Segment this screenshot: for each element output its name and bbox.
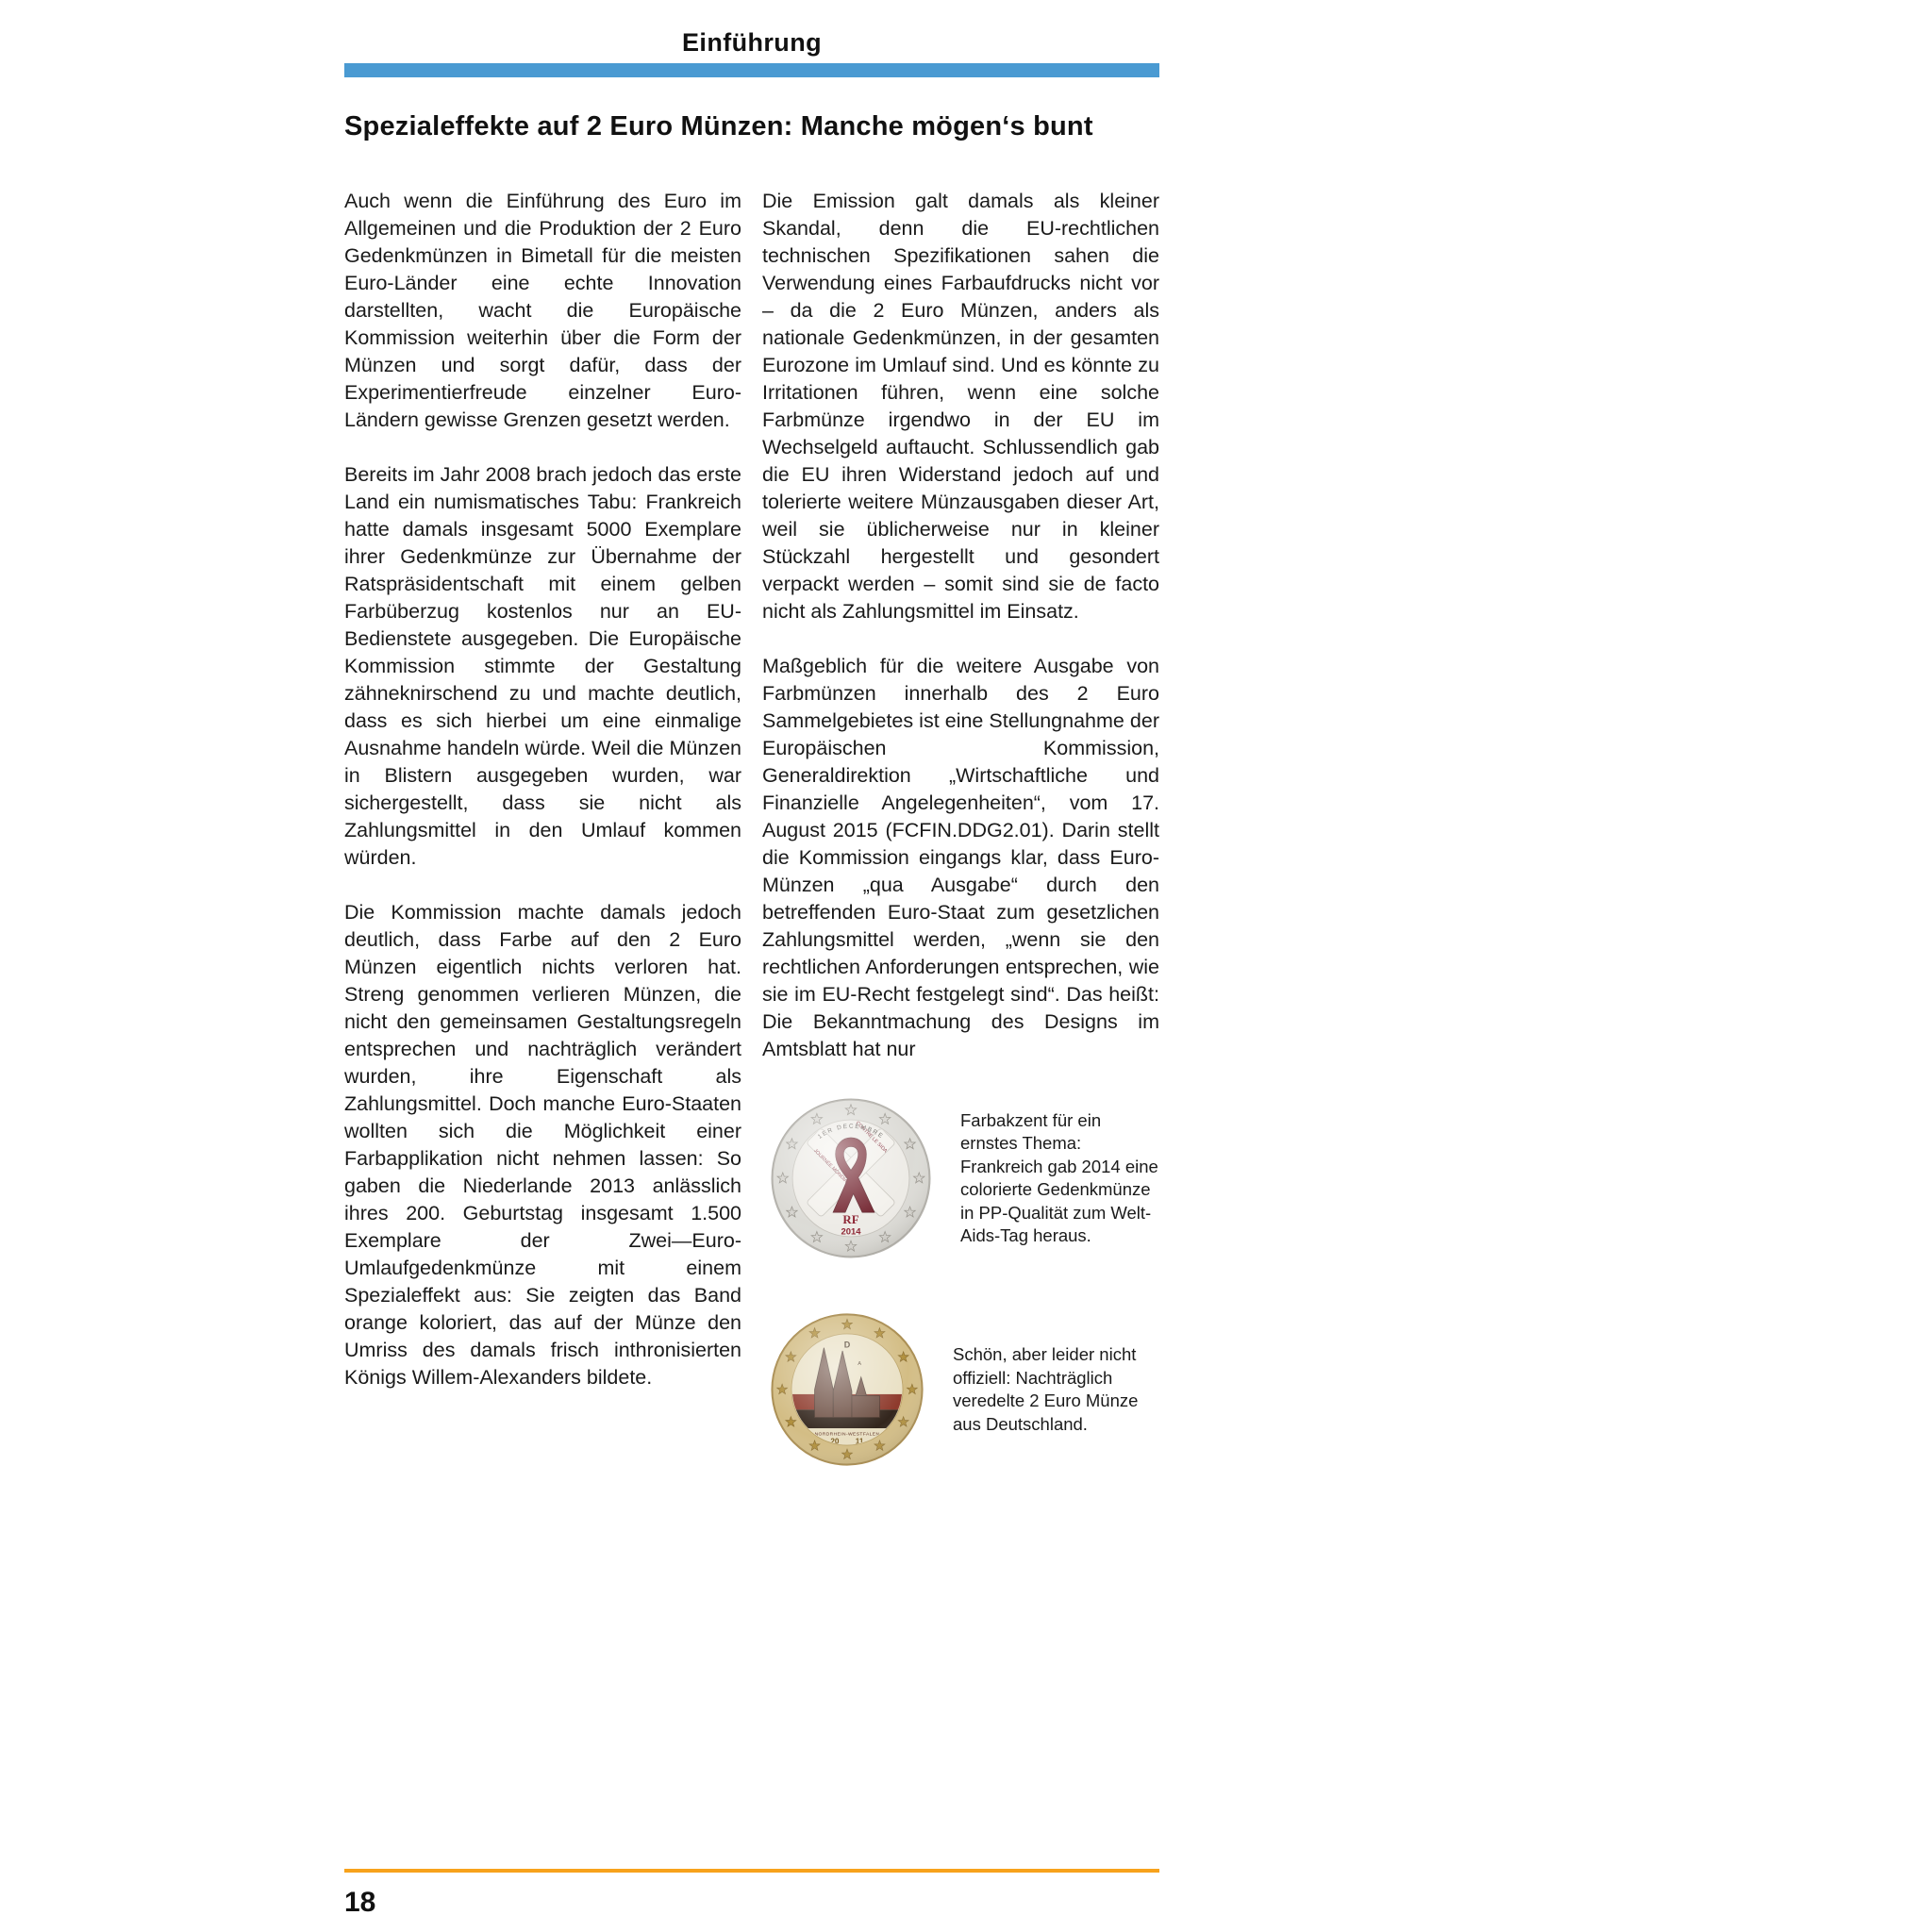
body-paragraph: Die Emission galt damals als kleiner Skandal, denn die EU-rechtlichen technischen Spezifikationen sahen die Verwendung eines Farbaufdrucks nicht vor – da die 2 Euro Münzen, anders als nationale Gedenkmünzen, in der gesamten Eurozone im Umlauf sind. Und es könnte zu Irritationen führen, wenn eine solche Farbmünze irgendwo in der EU im Wechselgeld auftaucht. Schlussendlich gab die EU ihren Widerstand jedoch auf und tolerierte weitere Münzausgaben dieser Art, weil sie üblicherweise nur in kleiner Stückzahl hergestellt und gesondert verpackt werden – somit sind sie de facto nicht als Zahlungsmittel im Einsatz. bbox=[762, 190, 1159, 623]
figure-aids-coin bbox=[770, 1097, 1159, 1259]
footer-rule bbox=[344, 1869, 1159, 1873]
page-number: 18 bbox=[344, 1887, 376, 1918]
header-rule bbox=[344, 63, 1159, 77]
body-paragraph: Maßgeblich für die weitere Ausgabe von Farbmünzen innerhalb des 2 Euro Sammelgebietes ist eine Stellungnahme der Europäischen Kommission, Generaldirektion „Wirtschaftliche und Finanzielle Angelegenheiten“, vom 17. August 2015 (FCFIN.DDG2.01). Darin stellt die Kommission eingangs klar, dass Euro-Münzen „qua Ausgabe“ durch den betreffenden Euro-Staat zum gesetzlichen Zahlungsmittel werden, „wenn sie den rechtlichen Anforderungen entsprechen, wie sie im EU-Recht festgelegt sind“. Das heißt: Die Bekanntmachung des Designs im Amtsblatt hat nur bbox=[762, 655, 1159, 1060]
chapter-header: Einführung bbox=[682, 28, 822, 57]
page-content bbox=[344, 0, 1159, 1932]
body-paragraph: Auch wenn die Einführung des Euro im Allgemeinen und die Produktion der 2 Euro Gedenkmünzen in Bimetall für die meisten Euro-Länder eine echte Innovation darstellten, wacht die Europäische Kommission weiterhin über die Form der Münzen und sorgt dafür, dass der Experimentierfreude einzelner Euro-Ländern gewisse Grenzen gesetzt werden. bbox=[344, 190, 741, 431]
cologne-cathedral-coin-image bbox=[770, 1312, 924, 1467]
right-column bbox=[762, 188, 1159, 1467]
body-paragraph: Bereits im Jahr 2008 brach jedoch das erste Land ein numismatisches Tabu: Frankreich hatte damals insgesamt 5000 Exemplare ihrer Gedenkmünze zur Übernahme der Ratspräsidentschaft mit einem gelben Farbüberzug kostenlos nur an EU-Bedienstete ausgegeben. Die Europäische Kommission stimmte der Gestaltung zähneknirschend zu und machte deutlich, dass es sich hierbei um eine einmalige Ausnahme handeln würde. Weil die Münzen in Blistern ausgegeben wurden, war sichergestellt, dass sie nicht als Zahlungsmittel in den Umlauf kommen würden. bbox=[344, 463, 741, 869]
figure-caption: Farbakzent für ein ernstes Thema: Frankreich gab 2014 eine colorierte Gedenkmünze in PP-Qualität zum Welt-Aids-Tag heraus. bbox=[960, 1109, 1158, 1245]
article-columns bbox=[344, 188, 1159, 1467]
figure-cologne-coin bbox=[770, 1312, 1159, 1467]
article-title: Spezialeffekte auf 2 Euro Münzen: Manche mögen‘s bunt bbox=[344, 111, 1093, 142]
aids-ribbon-coin-image bbox=[770, 1097, 932, 1259]
left-column bbox=[344, 188, 741, 1467]
body-paragraph: Die Kommission machte damals jedoch deutlich, dass Farbe auf den 2 Euro Münzen eigentlich nichts verloren hat. Streng genommen verlieren Münzen, die nicht den gemeinsamen Gestaltungsregeln entsprechen und nachträglich verändert wurden, ihre Eigenschaft als Zahlungsmittel. Doch manche Euro-Staaten wollten sich die Möglichkeit einer Farbapplikation nicht nehmen lassen: So gaben die Niederlande 2013 anlässlich ihres 200. Geburtstag insgesamt 1.500 Exemplare der Zwei—Euro-Umlaufgedenkmünze mit einem Spezialeffekt aus: Sie zeigten das Band orange koloriert, das auf der Münze den Umriss des damals frisch inthronisierten Königs Willem-Alexanders bildete. bbox=[344, 901, 741, 1389]
figure-caption: Schön, aber leider nicht offiziell: Nachträglich veredelte 2 Euro Münze aus Deutschland. bbox=[953, 1344, 1139, 1434]
